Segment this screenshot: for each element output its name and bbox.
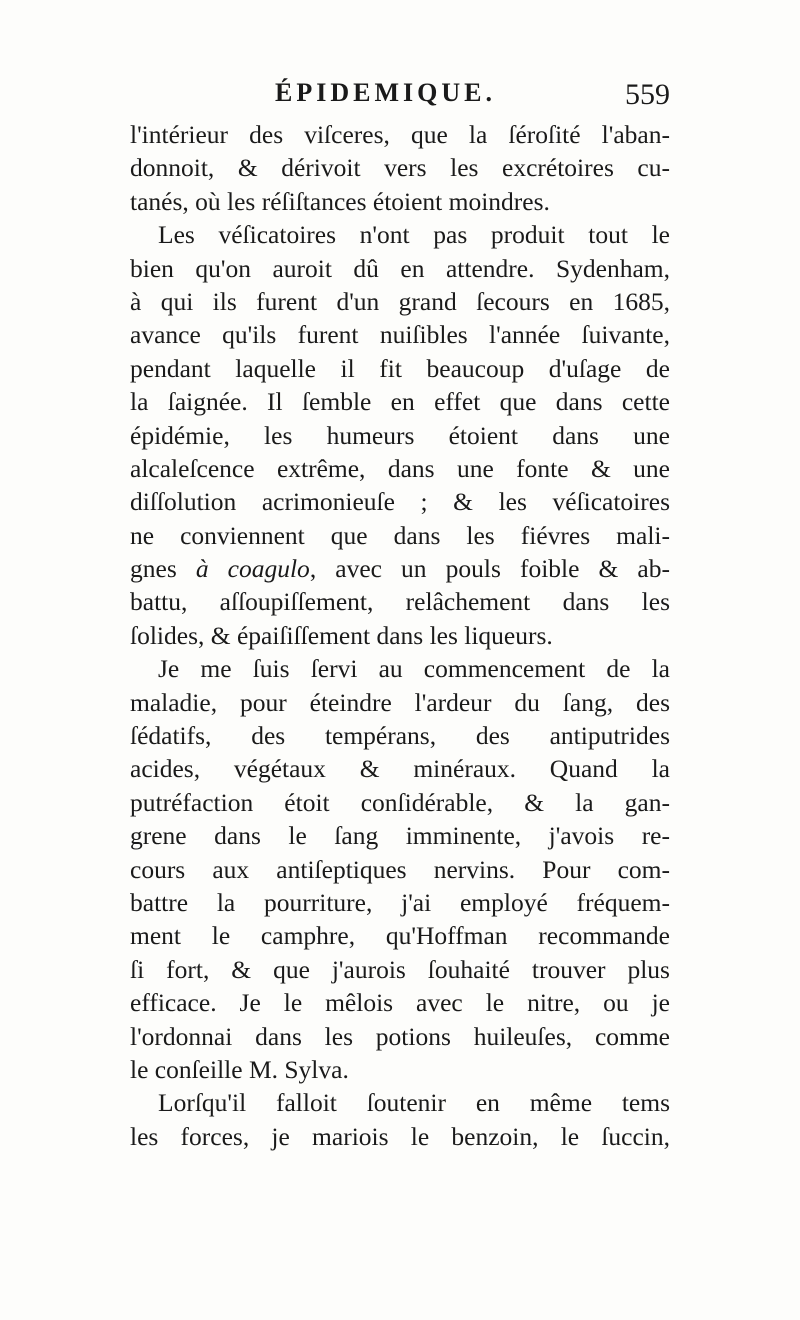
paragraph-start-line: Les véſicatoires n'ont pas produit tout le bbox=[158, 220, 670, 250]
text-line: maladie, pour éteindre l'ardeur du ſang, des bbox=[130, 687, 670, 717]
text-line: pendant laquelle il fit beaucoup d'uſage de bbox=[130, 353, 670, 383]
text-line: ſi fort, & que j'aurois ſouhaité trouver plus bbox=[130, 954, 670, 984]
text-line: ſolides, & épaiſiſſement dans les liqueurs. bbox=[130, 620, 553, 650]
text-fragment: gnes bbox=[130, 554, 177, 584]
paragraph-start-line: Je me ſuis ſervi au commencement de la bbox=[158, 654, 670, 684]
text-line: à qui ils furent d'un grand ſecours en 1685, bbox=[130, 286, 670, 316]
running-head bbox=[130, 78, 670, 118]
text-fragment: , avec un pouls foible & ab- bbox=[309, 554, 670, 584]
text-line: avance qu'ils furent nuiſibles l'année ſuivante, bbox=[130, 320, 670, 350]
text-line: grene dans le ſang imminente, j'avois re- bbox=[130, 821, 670, 851]
text-line: acides, végétaux & minéraux. Quand la bbox=[130, 754, 670, 784]
text-line-mixed bbox=[130, 552, 670, 585]
paragraph-start-line: Lorſqu'il falloit ſoutenir en même tems bbox=[158, 1088, 670, 1118]
text-line: le conſeille M. Sylva. bbox=[130, 1054, 349, 1084]
text-line: cours aux antiſeptiques nervins. Pour com- bbox=[130, 854, 670, 884]
text-line: tanés, où les réſiſtances étoient moindres. bbox=[130, 186, 550, 216]
text-line: l'intérieur des viſceres, que la ſéroſité l'aban- bbox=[130, 120, 670, 149]
text-line: les forces, je mariois le benzoin, le ſuccin, bbox=[130, 1121, 670, 1151]
text-line: bien qu'on auroit dû en attendre. Sydenham, bbox=[130, 253, 670, 283]
latin-phrase: à coagulo bbox=[195, 554, 310, 584]
text-line: efficace. Je le mêlois avec le nitre, ou je bbox=[130, 988, 670, 1018]
text-line: épidémie, les humeurs étoient dans une bbox=[130, 420, 670, 450]
text-line: alcaleſcence extrême, dans une fonte & une bbox=[130, 453, 670, 483]
text-line: ment le camphre, qu'Hoffman recommande bbox=[130, 921, 670, 951]
text-line: putréfaction étoit conſidérable, & la gan- bbox=[130, 787, 670, 817]
body-text bbox=[130, 118, 670, 1153]
page-number: 559 bbox=[625, 78, 670, 111]
text-line: battu, aſſoupiſſement, relâchement dans les bbox=[130, 587, 670, 617]
text-line: la ſaignée. Il ſemble en effet que dans cette bbox=[130, 387, 670, 417]
text-line: diſſolution acrimonieuſe ; & les véſicatoires bbox=[130, 487, 670, 517]
text-line: ne conviennent que dans les fiévres mali- bbox=[130, 520, 670, 550]
running-title: ÉPIDEMIQUE. bbox=[275, 78, 496, 107]
text-line: battre la pourriture, j'ai employé fréquem- bbox=[130, 887, 670, 917]
text-line: ſédatifs, des tempérans, des antiputrides bbox=[130, 721, 670, 751]
text-line: l'ordonnai dans les potions huileuſes, comme bbox=[130, 1021, 670, 1051]
text-line: donnoit, & dérivoit vers les excrétoires cu- bbox=[130, 153, 670, 183]
